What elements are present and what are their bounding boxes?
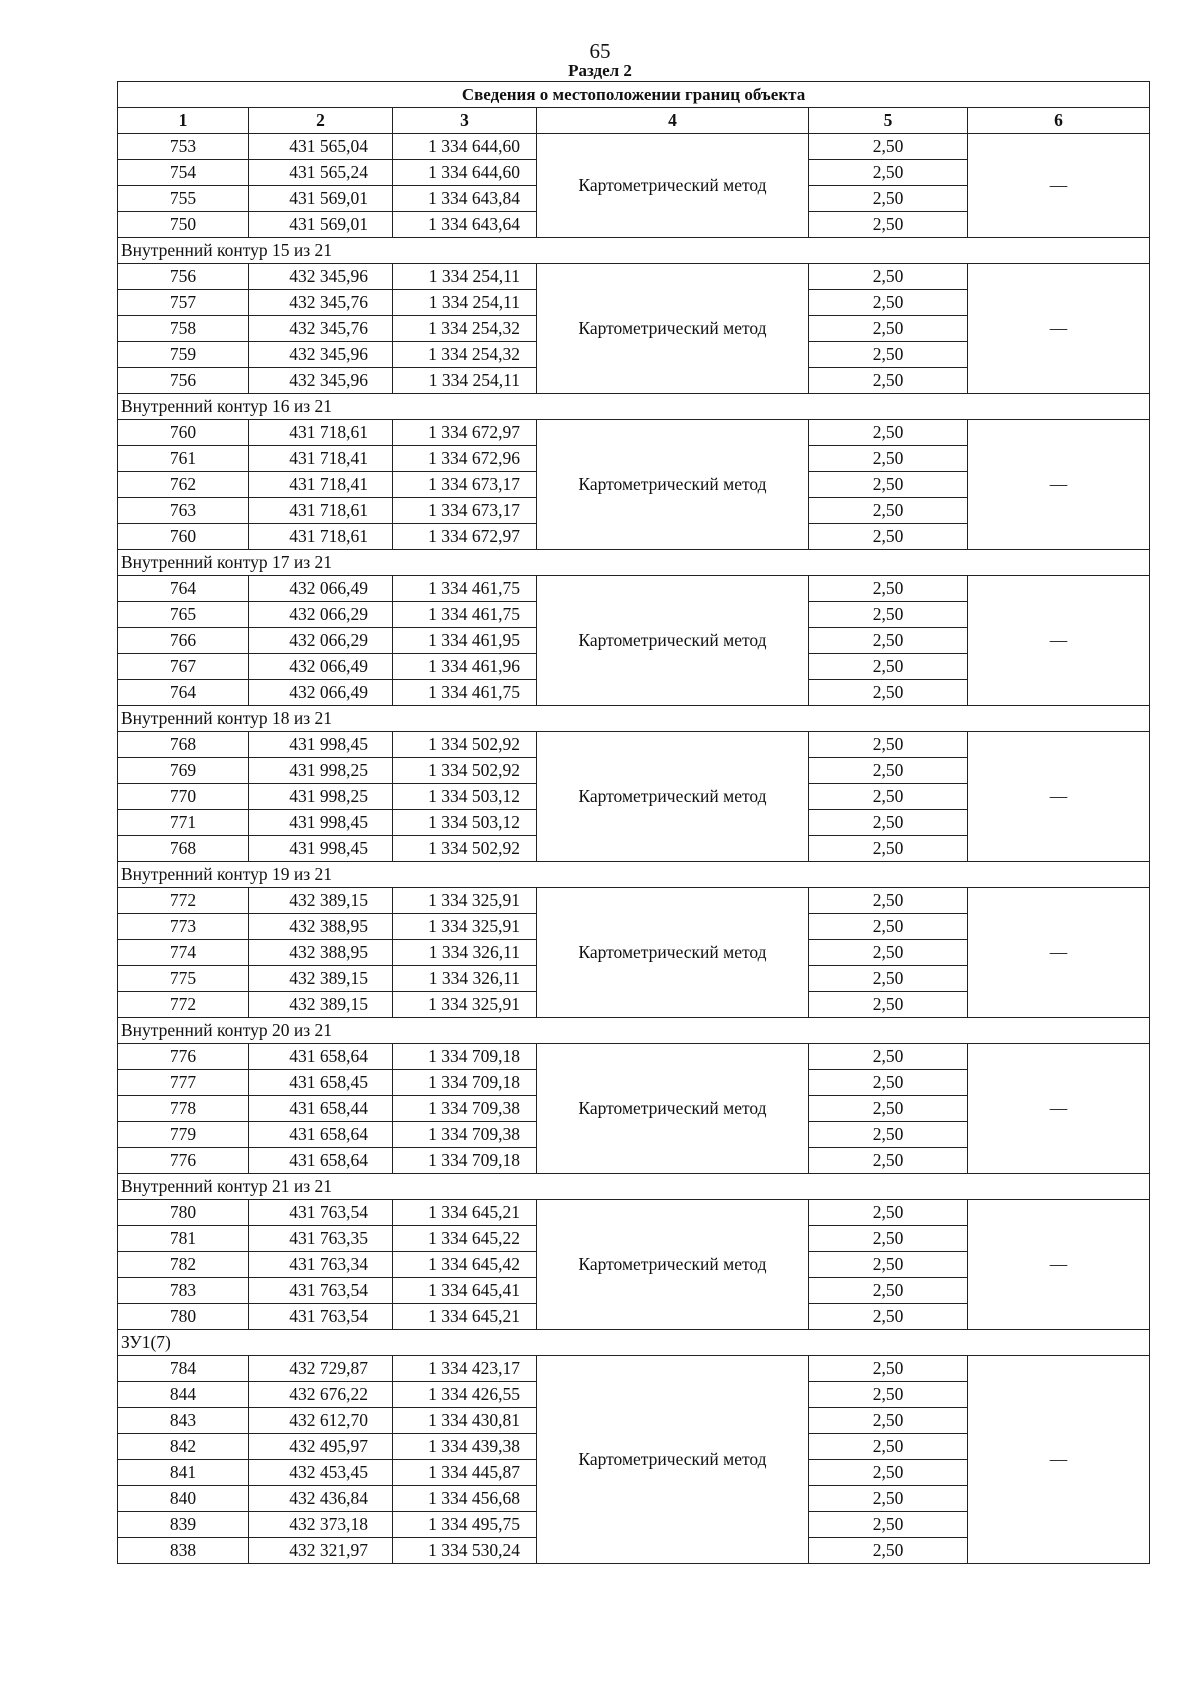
table-row xyxy=(118,1044,1150,1070)
accuracy-cell: 2,50 xyxy=(809,784,968,810)
point-number-cell: 768 xyxy=(118,732,249,758)
method-cell: Картометрический метод xyxy=(537,264,809,394)
y-coordinate-cell: 1 334 461,75 xyxy=(393,576,537,602)
column-header-3: 3 xyxy=(393,108,537,134)
contour-group-row xyxy=(118,1330,1150,1356)
description-cell: — xyxy=(968,888,1150,1018)
point-number-cell: 840 xyxy=(118,1486,249,1512)
accuracy-cell: 2,50 xyxy=(809,1304,968,1330)
table-row xyxy=(118,732,1150,758)
accuracy-cell: 2,50 xyxy=(809,420,968,446)
point-number-cell: 772 xyxy=(118,888,249,914)
accuracy-cell: 2,50 xyxy=(809,1278,968,1304)
y-coordinate-cell: 1 334 495,75 xyxy=(393,1512,537,1538)
accuracy-cell: 2,50 xyxy=(809,498,968,524)
table-row xyxy=(118,420,1150,446)
point-number-cell: 758 xyxy=(118,316,249,342)
accuracy-cell: 2,50 xyxy=(809,654,968,680)
y-coordinate-cell: 1 334 502,92 xyxy=(393,836,537,862)
y-coordinate-cell: 1 334 430,81 xyxy=(393,1408,537,1434)
accuracy-cell: 2,50 xyxy=(809,1486,968,1512)
y-coordinate-cell: 1 334 254,11 xyxy=(393,290,537,316)
method-cell: Картометрический метод xyxy=(537,134,809,238)
point-number-cell: 780 xyxy=(118,1304,249,1330)
point-number-cell: 760 xyxy=(118,524,249,550)
x-coordinate-cell: 431 763,54 xyxy=(249,1200,393,1226)
point-number-cell: 755 xyxy=(118,186,249,212)
accuracy-cell: 2,50 xyxy=(809,1122,968,1148)
accuracy-cell: 2,50 xyxy=(809,342,968,368)
point-number-cell: 776 xyxy=(118,1148,249,1174)
x-coordinate-cell: 432 436,84 xyxy=(249,1486,393,1512)
y-coordinate-cell: 1 334 461,75 xyxy=(393,680,537,706)
x-coordinate-cell: 432 612,70 xyxy=(249,1408,393,1434)
point-number-cell: 839 xyxy=(118,1512,249,1538)
point-number-cell: 771 xyxy=(118,810,249,836)
y-coordinate-cell: 1 334 254,32 xyxy=(393,342,537,368)
contour-group-label: Внутренний контур 21 из 21 xyxy=(118,1174,1150,1200)
table-row xyxy=(118,134,1150,160)
accuracy-cell: 2,50 xyxy=(809,1356,968,1382)
accuracy-cell: 2,50 xyxy=(809,1382,968,1408)
accuracy-cell: 2,50 xyxy=(809,1538,968,1564)
point-number-cell: 764 xyxy=(118,576,249,602)
contour-group-label: Внутренний контур 17 из 21 xyxy=(118,550,1150,576)
point-number-cell: 764 xyxy=(118,680,249,706)
table-caption: Сведения о местоположении границ объекта xyxy=(118,82,1150,108)
y-coordinate-cell: 1 334 502,92 xyxy=(393,758,537,784)
accuracy-cell: 2,50 xyxy=(809,940,968,966)
x-coordinate-cell: 431 658,64 xyxy=(249,1148,393,1174)
point-number-cell: 768 xyxy=(118,836,249,862)
x-coordinate-cell: 432 495,97 xyxy=(249,1434,393,1460)
point-number-cell: 760 xyxy=(118,420,249,446)
x-coordinate-cell: 431 763,34 xyxy=(249,1252,393,1278)
x-coordinate-cell: 431 658,45 xyxy=(249,1070,393,1096)
point-number-cell: 754 xyxy=(118,160,249,186)
point-number-cell: 780 xyxy=(118,1200,249,1226)
method-cell: Картометрический метод xyxy=(537,1200,809,1330)
x-coordinate-cell: 431 569,01 xyxy=(249,212,393,238)
y-coordinate-cell: 1 334 325,91 xyxy=(393,888,537,914)
y-coordinate-cell: 1 334 643,84 xyxy=(393,186,537,212)
contour-group-label: Внутренний контур 15 из 21 xyxy=(118,238,1150,264)
method-cell: Картометрический метод xyxy=(537,1356,809,1564)
y-coordinate-cell: 1 334 645,42 xyxy=(393,1252,537,1278)
point-number-cell: 844 xyxy=(118,1382,249,1408)
accuracy-cell: 2,50 xyxy=(809,888,968,914)
x-coordinate-cell: 432 066,29 xyxy=(249,628,393,654)
y-coordinate-cell: 1 334 530,24 xyxy=(393,1538,537,1564)
y-coordinate-cell: 1 334 503,12 xyxy=(393,784,537,810)
point-number-cell: 772 xyxy=(118,992,249,1018)
method-cell: Картометрический метод xyxy=(537,1044,809,1174)
accuracy-cell: 2,50 xyxy=(809,1226,968,1252)
x-coordinate-cell: 431 565,04 xyxy=(249,134,393,160)
x-coordinate-cell: 431 998,45 xyxy=(249,810,393,836)
column-header-6: 6 xyxy=(968,108,1150,134)
point-number-cell: 838 xyxy=(118,1538,249,1564)
point-number-cell: 843 xyxy=(118,1408,249,1434)
point-number-cell: 759 xyxy=(118,342,249,368)
contour-group-row xyxy=(118,706,1150,732)
point-number-cell: 757 xyxy=(118,290,249,316)
y-coordinate-cell: 1 334 645,22 xyxy=(393,1226,537,1252)
x-coordinate-cell: 432 345,76 xyxy=(249,290,393,316)
point-number-cell: 766 xyxy=(118,628,249,654)
point-number-cell: 770 xyxy=(118,784,249,810)
x-coordinate-cell: 432 389,15 xyxy=(249,888,393,914)
y-coordinate-cell: 1 334 645,21 xyxy=(393,1200,537,1226)
y-coordinate-cell: 1 334 672,96 xyxy=(393,446,537,472)
x-coordinate-cell: 432 066,49 xyxy=(249,680,393,706)
accuracy-cell: 2,50 xyxy=(809,732,968,758)
x-coordinate-cell: 431 763,54 xyxy=(249,1278,393,1304)
accuracy-cell: 2,50 xyxy=(809,810,968,836)
point-number-cell: 761 xyxy=(118,446,249,472)
y-coordinate-cell: 1 334 709,18 xyxy=(393,1070,537,1096)
table-row xyxy=(118,888,1150,914)
y-coordinate-cell: 1 334 325,91 xyxy=(393,992,537,1018)
point-number-cell: 781 xyxy=(118,1226,249,1252)
point-number-cell: 782 xyxy=(118,1252,249,1278)
description-cell: — xyxy=(968,264,1150,394)
accuracy-cell: 2,50 xyxy=(809,1434,968,1460)
accuracy-cell: 2,50 xyxy=(809,1460,968,1486)
y-coordinate-cell: 1 334 503,12 xyxy=(393,810,537,836)
y-coordinate-cell: 1 334 645,21 xyxy=(393,1304,537,1330)
y-coordinate-cell: 1 334 709,38 xyxy=(393,1096,537,1122)
contour-group-row xyxy=(118,238,1150,264)
point-number-cell: 777 xyxy=(118,1070,249,1096)
accuracy-cell: 2,50 xyxy=(809,758,968,784)
description-cell: — xyxy=(968,732,1150,862)
x-coordinate-cell: 431 569,01 xyxy=(249,186,393,212)
x-coordinate-cell: 432 388,95 xyxy=(249,914,393,940)
column-header-5: 5 xyxy=(809,108,968,134)
y-coordinate-cell: 1 334 461,75 xyxy=(393,602,537,628)
x-coordinate-cell: 431 565,24 xyxy=(249,160,393,186)
description-cell: — xyxy=(968,420,1150,550)
section-title: Раздел 2 xyxy=(568,61,632,80)
table-row xyxy=(118,576,1150,602)
x-coordinate-cell: 432 345,96 xyxy=(249,342,393,368)
y-coordinate-cell: 1 334 709,38 xyxy=(393,1122,537,1148)
x-coordinate-cell: 432 321,97 xyxy=(249,1538,393,1564)
y-coordinate-cell: 1 334 709,18 xyxy=(393,1148,537,1174)
accuracy-cell: 2,50 xyxy=(809,264,968,290)
contour-group-row xyxy=(118,862,1150,888)
accuracy-cell: 2,50 xyxy=(809,1148,968,1174)
method-cell: Картометрический метод xyxy=(537,576,809,706)
x-coordinate-cell: 431 763,35 xyxy=(249,1226,393,1252)
x-coordinate-cell: 431 658,44 xyxy=(249,1096,393,1122)
description-cell: — xyxy=(968,1044,1150,1174)
x-coordinate-cell: 432 345,96 xyxy=(249,368,393,394)
point-number-cell: 842 xyxy=(118,1434,249,1460)
accuracy-cell: 2,50 xyxy=(809,1512,968,1538)
accuracy-cell: 2,50 xyxy=(809,914,968,940)
accuracy-cell: 2,50 xyxy=(809,134,968,160)
accuracy-cell: 2,50 xyxy=(809,1070,968,1096)
point-number-cell: 784 xyxy=(118,1356,249,1382)
y-coordinate-cell: 1 334 426,55 xyxy=(393,1382,537,1408)
accuracy-cell: 2,50 xyxy=(809,524,968,550)
point-number-cell: 750 xyxy=(118,212,249,238)
x-coordinate-cell: 432 389,15 xyxy=(249,966,393,992)
x-coordinate-cell: 432 389,15 xyxy=(249,992,393,1018)
y-coordinate-cell: 1 334 254,32 xyxy=(393,316,537,342)
x-coordinate-cell: 432 066,49 xyxy=(249,576,393,602)
contour-group-label: Внутренний контур 16 из 21 xyxy=(118,394,1150,420)
x-coordinate-cell: 431 658,64 xyxy=(249,1122,393,1148)
x-coordinate-cell: 431 718,41 xyxy=(249,446,393,472)
point-number-cell: 773 xyxy=(118,914,249,940)
accuracy-cell: 2,50 xyxy=(809,446,968,472)
accuracy-cell: 2,50 xyxy=(809,290,968,316)
accuracy-cell: 2,50 xyxy=(809,160,968,186)
point-number-cell: 774 xyxy=(118,940,249,966)
description-cell: — xyxy=(968,134,1150,238)
x-coordinate-cell: 431 998,45 xyxy=(249,836,393,862)
column-header-row xyxy=(118,108,1150,134)
boundary-coordinates-table xyxy=(117,81,1150,1564)
y-coordinate-cell: 1 334 709,18 xyxy=(393,1044,537,1070)
x-coordinate-cell: 432 066,49 xyxy=(249,654,393,680)
contour-group-row xyxy=(118,550,1150,576)
y-coordinate-cell: 1 334 445,87 xyxy=(393,1460,537,1486)
y-coordinate-cell: 1 334 254,11 xyxy=(393,368,537,394)
point-number-cell: 779 xyxy=(118,1122,249,1148)
y-coordinate-cell: 1 334 423,17 xyxy=(393,1356,537,1382)
method-cell: Картометрический метод xyxy=(537,420,809,550)
x-coordinate-cell: 431 998,25 xyxy=(249,758,393,784)
point-number-cell: 765 xyxy=(118,602,249,628)
accuracy-cell: 2,50 xyxy=(809,576,968,602)
description-cell: — xyxy=(968,1356,1150,1564)
y-coordinate-cell: 1 334 439,38 xyxy=(393,1434,537,1460)
point-number-cell: 769 xyxy=(118,758,249,784)
y-coordinate-cell: 1 334 325,91 xyxy=(393,914,537,940)
x-coordinate-cell: 432 676,22 xyxy=(249,1382,393,1408)
y-coordinate-cell: 1 334 672,97 xyxy=(393,420,537,446)
y-coordinate-cell: 1 334 644,60 xyxy=(393,160,537,186)
y-coordinate-cell: 1 334 254,11 xyxy=(393,264,537,290)
y-coordinate-cell: 1 334 461,95 xyxy=(393,628,537,654)
accuracy-cell: 2,50 xyxy=(809,1408,968,1434)
accuracy-cell: 2,50 xyxy=(809,992,968,1018)
x-coordinate-cell: 431 998,25 xyxy=(249,784,393,810)
point-number-cell: 767 xyxy=(118,654,249,680)
y-coordinate-cell: 1 334 673,17 xyxy=(393,498,537,524)
x-coordinate-cell: 431 718,61 xyxy=(249,420,393,446)
point-number-cell: 753 xyxy=(118,134,249,160)
accuracy-cell: 2,50 xyxy=(809,368,968,394)
point-number-cell: 778 xyxy=(118,1096,249,1122)
point-number-cell: 783 xyxy=(118,1278,249,1304)
accuracy-cell: 2,50 xyxy=(809,966,968,992)
x-coordinate-cell: 432 729,87 xyxy=(249,1356,393,1382)
y-coordinate-cell: 1 334 326,11 xyxy=(393,940,537,966)
y-coordinate-cell: 1 334 326,11 xyxy=(393,966,537,992)
accuracy-cell: 2,50 xyxy=(809,628,968,654)
contour-group-row xyxy=(118,1018,1150,1044)
description-cell: — xyxy=(968,1200,1150,1330)
accuracy-cell: 2,50 xyxy=(809,316,968,342)
accuracy-cell: 2,50 xyxy=(809,680,968,706)
contour-group-label: ЗУ1(7) xyxy=(118,1330,1150,1356)
x-coordinate-cell: 432 388,95 xyxy=(249,940,393,966)
y-coordinate-cell: 1 334 672,97 xyxy=(393,524,537,550)
table-row xyxy=(118,264,1150,290)
accuracy-cell: 2,50 xyxy=(809,1096,968,1122)
x-coordinate-cell: 431 998,45 xyxy=(249,732,393,758)
accuracy-cell: 2,50 xyxy=(809,836,968,862)
point-number-cell: 841 xyxy=(118,1460,249,1486)
y-coordinate-cell: 1 334 643,64 xyxy=(393,212,537,238)
point-number-cell: 763 xyxy=(118,498,249,524)
column-header-4: 4 xyxy=(537,108,809,134)
point-number-cell: 756 xyxy=(118,264,249,290)
y-coordinate-cell: 1 334 456,68 xyxy=(393,1486,537,1512)
method-cell: Картометрический метод xyxy=(537,732,809,862)
contour-group-row xyxy=(118,1174,1150,1200)
accuracy-cell: 2,50 xyxy=(809,1200,968,1226)
x-coordinate-cell: 432 345,76 xyxy=(249,316,393,342)
x-coordinate-cell: 432 345,96 xyxy=(249,264,393,290)
x-coordinate-cell: 431 658,64 xyxy=(249,1044,393,1070)
y-coordinate-cell: 1 334 502,92 xyxy=(393,732,537,758)
x-coordinate-cell: 432 453,45 xyxy=(249,1460,393,1486)
contour-group-label: Внутренний контур 19 из 21 xyxy=(118,862,1150,888)
accuracy-cell: 2,50 xyxy=(809,212,968,238)
accuracy-cell: 2,50 xyxy=(809,186,968,212)
table-body xyxy=(118,134,1150,1564)
page-number: 65 xyxy=(589,39,611,63)
x-coordinate-cell: 431 718,61 xyxy=(249,524,393,550)
contour-group-label: Внутренний контур 20 из 21 xyxy=(118,1018,1150,1044)
accuracy-cell: 2,50 xyxy=(809,1044,968,1070)
table-row xyxy=(118,1356,1150,1382)
point-number-cell: 775 xyxy=(118,966,249,992)
table-row xyxy=(118,1200,1150,1226)
x-coordinate-cell: 431 763,54 xyxy=(249,1304,393,1330)
accuracy-cell: 2,50 xyxy=(809,1252,968,1278)
accuracy-cell: 2,50 xyxy=(809,602,968,628)
y-coordinate-cell: 1 334 461,96 xyxy=(393,654,537,680)
y-coordinate-cell: 1 334 673,17 xyxy=(393,472,537,498)
x-coordinate-cell: 431 718,41 xyxy=(249,472,393,498)
y-coordinate-cell: 1 334 645,41 xyxy=(393,1278,537,1304)
x-coordinate-cell: 432 066,29 xyxy=(249,602,393,628)
y-coordinate-cell: 1 334 644,60 xyxy=(393,134,537,160)
point-number-cell: 756 xyxy=(118,368,249,394)
point-number-cell: 776 xyxy=(118,1044,249,1070)
column-header-2: 2 xyxy=(249,108,393,134)
contour-group-row xyxy=(118,394,1150,420)
accuracy-cell: 2,50 xyxy=(809,472,968,498)
description-cell: — xyxy=(968,576,1150,706)
point-number-cell: 762 xyxy=(118,472,249,498)
x-coordinate-cell: 431 718,61 xyxy=(249,498,393,524)
column-header-1: 1 xyxy=(118,108,249,134)
method-cell: Картометрический метод xyxy=(537,888,809,1018)
x-coordinate-cell: 432 373,18 xyxy=(249,1512,393,1538)
contour-group-label: Внутренний контур 18 из 21 xyxy=(118,706,1150,732)
